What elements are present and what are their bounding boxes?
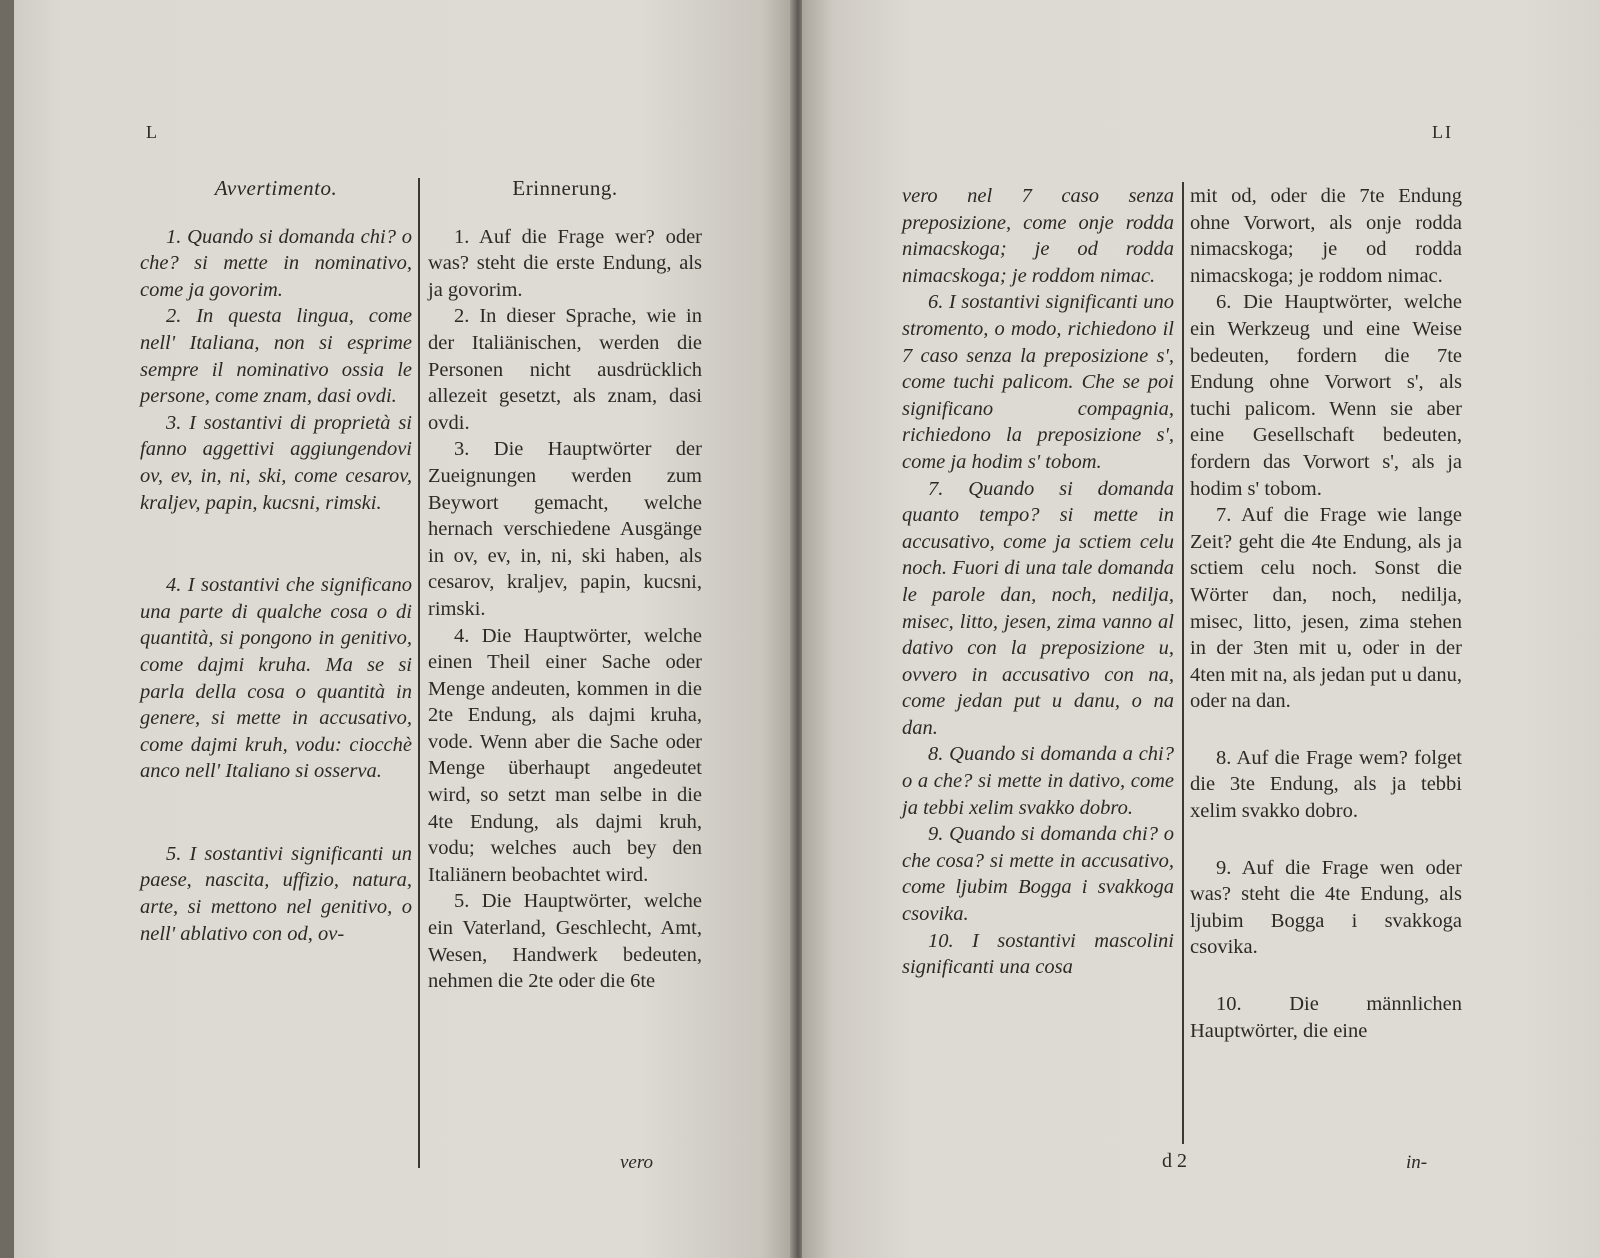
right-german-column — [1190, 183, 1462, 1044]
left-it-para-1: 1. Quando si domanda chi? o che? si mette in nominativo, come ja govorim. — [140, 225, 412, 301]
right-it-para-4: 8. Quando si domanda a chi? o a che? si mette in dativo, come ja tebbi xelim svakko dobro. — [902, 743, 1174, 819]
left-de-para-4: 4. Die Hauptwörter, welche einen Theil einer Sache oder Menge andeuten, kommen in die 2te Endung, als dajmi kruha, vode. Wenn aber die Sache oder Menge überhaupt angedeutet wird, so setzt man selbe in die 4te Endung, als dajmi kruh, vodu; welches auch bey den Italiänern beobachtet wird. — [428, 624, 702, 886]
right-page — [802, 0, 1600, 1258]
right-it-para-1: vero nel 7 caso senza preposizione, come onje rodda nimacskoga; je od rodda nimacskoga; je roddom nimac. — [902, 185, 1174, 287]
right-catchword: in- — [1406, 1152, 1428, 1173]
right-it-para-3: 7. Quando si domanda quanto tempo? si mette in accusativo, come ja sctiem celu noch. Fuori di una tale domanda le parole dan, noch, nedilja, misec, litto, jesen, zima vanno al dativo con la preposizione u, ovvero in accusativo con na, come jedan put u danu, o na dan. — [902, 477, 1174, 739]
right-de-para-3: 7. Auf die Frage wie lange Zeit? geht die 4te Endung, als ja sctiem celu noch. Sonst die Wörter dan, noch, nedilja, misec, litto, jesen, zima stehen in der 3ten mit u, oder in der 4ten mit na, als jedan put u danu, oder na dan. — [1190, 504, 1462, 713]
right-column-rule — [1182, 182, 1184, 1144]
left-de-para-1: 1. Auf die Frage wer? oder was? steht die erste Endung, als ja govorim. — [428, 225, 702, 301]
left-de-para-2: 2. In dieser Sprache, wie in der Italiänischen, werden die Personen nicht ausdrücklich allezeit gesetzt, als znam, dasi ovdi. — [428, 305, 702, 434]
right-de-para-6: 10. Die männlichen Hauptwörter, die eine — [1190, 993, 1462, 1042]
left-it-para-2: 2. In questa lingua, come nell' Italiana, non si esprime sempre il nominativo ossia le persone, come znam, dasi ovdi. — [140, 305, 412, 408]
left-de-para-5: 5. Die Hauptwörter, welche ein Vaterland, Geschlecht, Amt, Wesen, Handwerk bedeuten, nehmen die 2te oder die 6te — [428, 890, 702, 993]
right-it-para-5: 9. Quando si domanda chi? o che cosa? si mette in accusativo, come ljubim Bogga i svakkoga csovika. — [902, 823, 1174, 926]
left-folio: L — [146, 122, 159, 142]
left-column-rule — [418, 178, 420, 1168]
right-de-para-4: 8. Auf die Frage wem? folget die 3te Endung, als ja tebbi xelim svakko dobro. — [1190, 746, 1462, 823]
left-it-para-4: 4. I sostantivi che significano una parte di qualche cosa o di quantità, si pongono in genitivo, come dajmi kruha. Ma se si parla della cosa o quantità in genere, si mette in accusativo, come dajmi kruh, vodu: ciocchè anco nell' Italiano si osserva. — [140, 574, 412, 783]
left-de-para-3: 3. Die Hauptwörter der Zueignungen werden zum Beywort gemacht, welche hernach verschiedene Ausgänge in ov, ev, in, ni, ski haben, als cesarov, kraljev, papin, kucsni, rimski. — [428, 438, 702, 620]
right-de-para-1: mit od, oder die 7te Endung ohne Vorwort, als onje rodda nimacskoga; je od rodda nimacskoga; je roddom nimac. — [1190, 185, 1462, 287]
right-signature-mark: d 2 — [1162, 1150, 1187, 1172]
left-german-heading: Erinnerung. — [512, 176, 618, 200]
right-it-para-6: 10. I sostantivi mascolini significanti una cosa — [902, 929, 1174, 979]
left-italian-heading: Avvertimento. — [214, 176, 338, 200]
left-german-column — [428, 175, 702, 995]
right-folio: LI — [1432, 122, 1453, 142]
left-it-para-3: 3. I sostantivi di proprietà si fanno aggettivi aggiungendovi ov, ev, in, ni, ski, come cesarov, kraljev, papin, kucsni, rimski. — [140, 411, 412, 514]
right-de-para-5: 9. Auf die Frage wen oder was? steht die 4te Endung, als ljubim Bogga i svakkoga csovika. — [1190, 856, 1462, 959]
left-italian-column — [140, 175, 412, 947]
left-catchword: vero — [620, 1152, 654, 1173]
left-page — [14, 0, 794, 1258]
left-it-para-5: 5. I sostantivi significanti un paese, nascita, uffizio, natura, arte, si mettono nel genitivo, o nell' ablativo con od, ov- — [140, 842, 412, 945]
right-it-para-2: 6. I sostantivi significanti uno stromento, o modo, richiedono il 7 caso senza la preposizione s', come tuchi palicom. Che se poi significano compagnia, richiedono la preposizione s', come ja hodim s' tobom. — [902, 291, 1174, 473]
right-italian-column — [902, 183, 1174, 981]
right-de-para-2: 6. Die Hauptwörter, welche ein Werkzeug und eine Weise bedeuten, fordern die 7te Endung ohne Vorwort s', als tuchi palicom. Wenn sie aber eine Gesellschaft bedeuten, fordern das Vorwort s', als ja hodim s' tobom. — [1190, 291, 1462, 500]
